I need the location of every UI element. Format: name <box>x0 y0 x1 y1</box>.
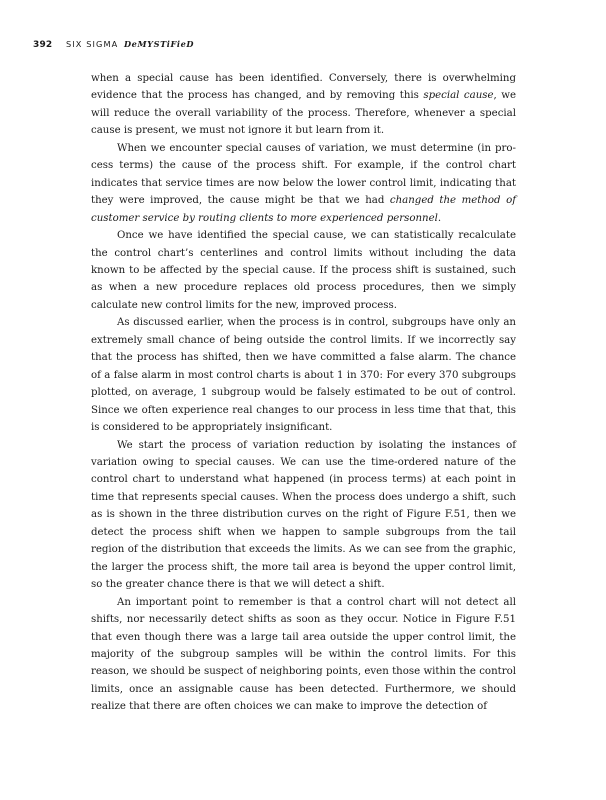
paragraph-2-text-b: . <box>437 212 442 224</box>
paragraph-3: Once we have identified the special cause, we can statistically recalculate the control chart’s centerlines and control limits without including the data known to be affected by the special cause. If the process shift is sustained, such as when a new procedure replaces old process procedures, then we simply calculate new control limits for the new, improved process. <box>91 230 516 311</box>
paragraph-6: An important point to remember is that a control chart will not detect all shifts, nor necessarily detect shifts as soon as they occur. Notice in Figure F.51 that even though there was a large tail area outside the upper control limit, the majority of the subgroup samples will be within the control limits. For this reason, we should be suspect of neighboring points, even those within the control limits, once an assignable cause has been detected. Furthermore, we should realize that there are often choices we can make to improve the detection of <box>91 596 516 713</box>
paragraph-2-text-a: When we encounter special causes of variation, we must determine (in process terms) the cause of the process shift. For example, if the control chart indicates that service times are now below the lower control limit, indicating that they were improved, the cause might be that we had <box>91 142 516 207</box>
paragraph-4: As discussed earlier, when the process is in control, subgroups have only an extremely small chance of being outside the control limits. If we incorrectly say that the process has shifted, then we have committed a false alarm. The chance of a false alarm in most control charts is about 1 in 370: For every 370 subgroups plotted, on average, 1 subgroup would be falsely estimated to be out of control. Since we often experience real changes to our process in less time that that, this is considered to be appropriately insignificant. <box>91 317 516 434</box>
paragraph-1-text-b: , we will reduce the overall variability of the process. Therefore, whenever a special cause is present, we must not ignore it but learn from it. <box>91 90 516 137</box>
paragraph-1 <box>91 70 516 140</box>
paragraph-1-emphasis: special cause <box>423 90 494 102</box>
paragraph-2 <box>91 140 516 227</box>
page-number: 392 <box>33 40 53 50</box>
running-head <box>33 39 194 50</box>
book-title-demystified: DeMYSTiFieD <box>123 39 195 49</box>
book-title: SIX SIGMA <box>66 39 119 49</box>
paragraph-1-text-a: when a special cause has been identified. Conversely, there is overwhelming evidence that the process has changed, and by removing this <box>91 73 516 102</box>
paragraph-2-emphasis: changed the method of customer service by routing clients to more experienced personnel <box>91 195 516 224</box>
paragraph-5: We start the process of variation reduction by isolating the instances of variation owing to special causes. We can use the time-ordered nature of the control chart to understand what happened (in process terms) at each point in time that represents special causes. When the process does undergo a shift, such as is shown in the three distribution curves on the right of Figure F.51, then we detect the process shift when we happen to sample subgroups from the tail region of the distribution that exceeds the limits. As we can see from the graphic, the larger the process shift, the more tail area is beyond the upper control limit, so the greater chance there is that we will detect a shift. <box>91 439 516 591</box>
body-text <box>91 70 516 716</box>
